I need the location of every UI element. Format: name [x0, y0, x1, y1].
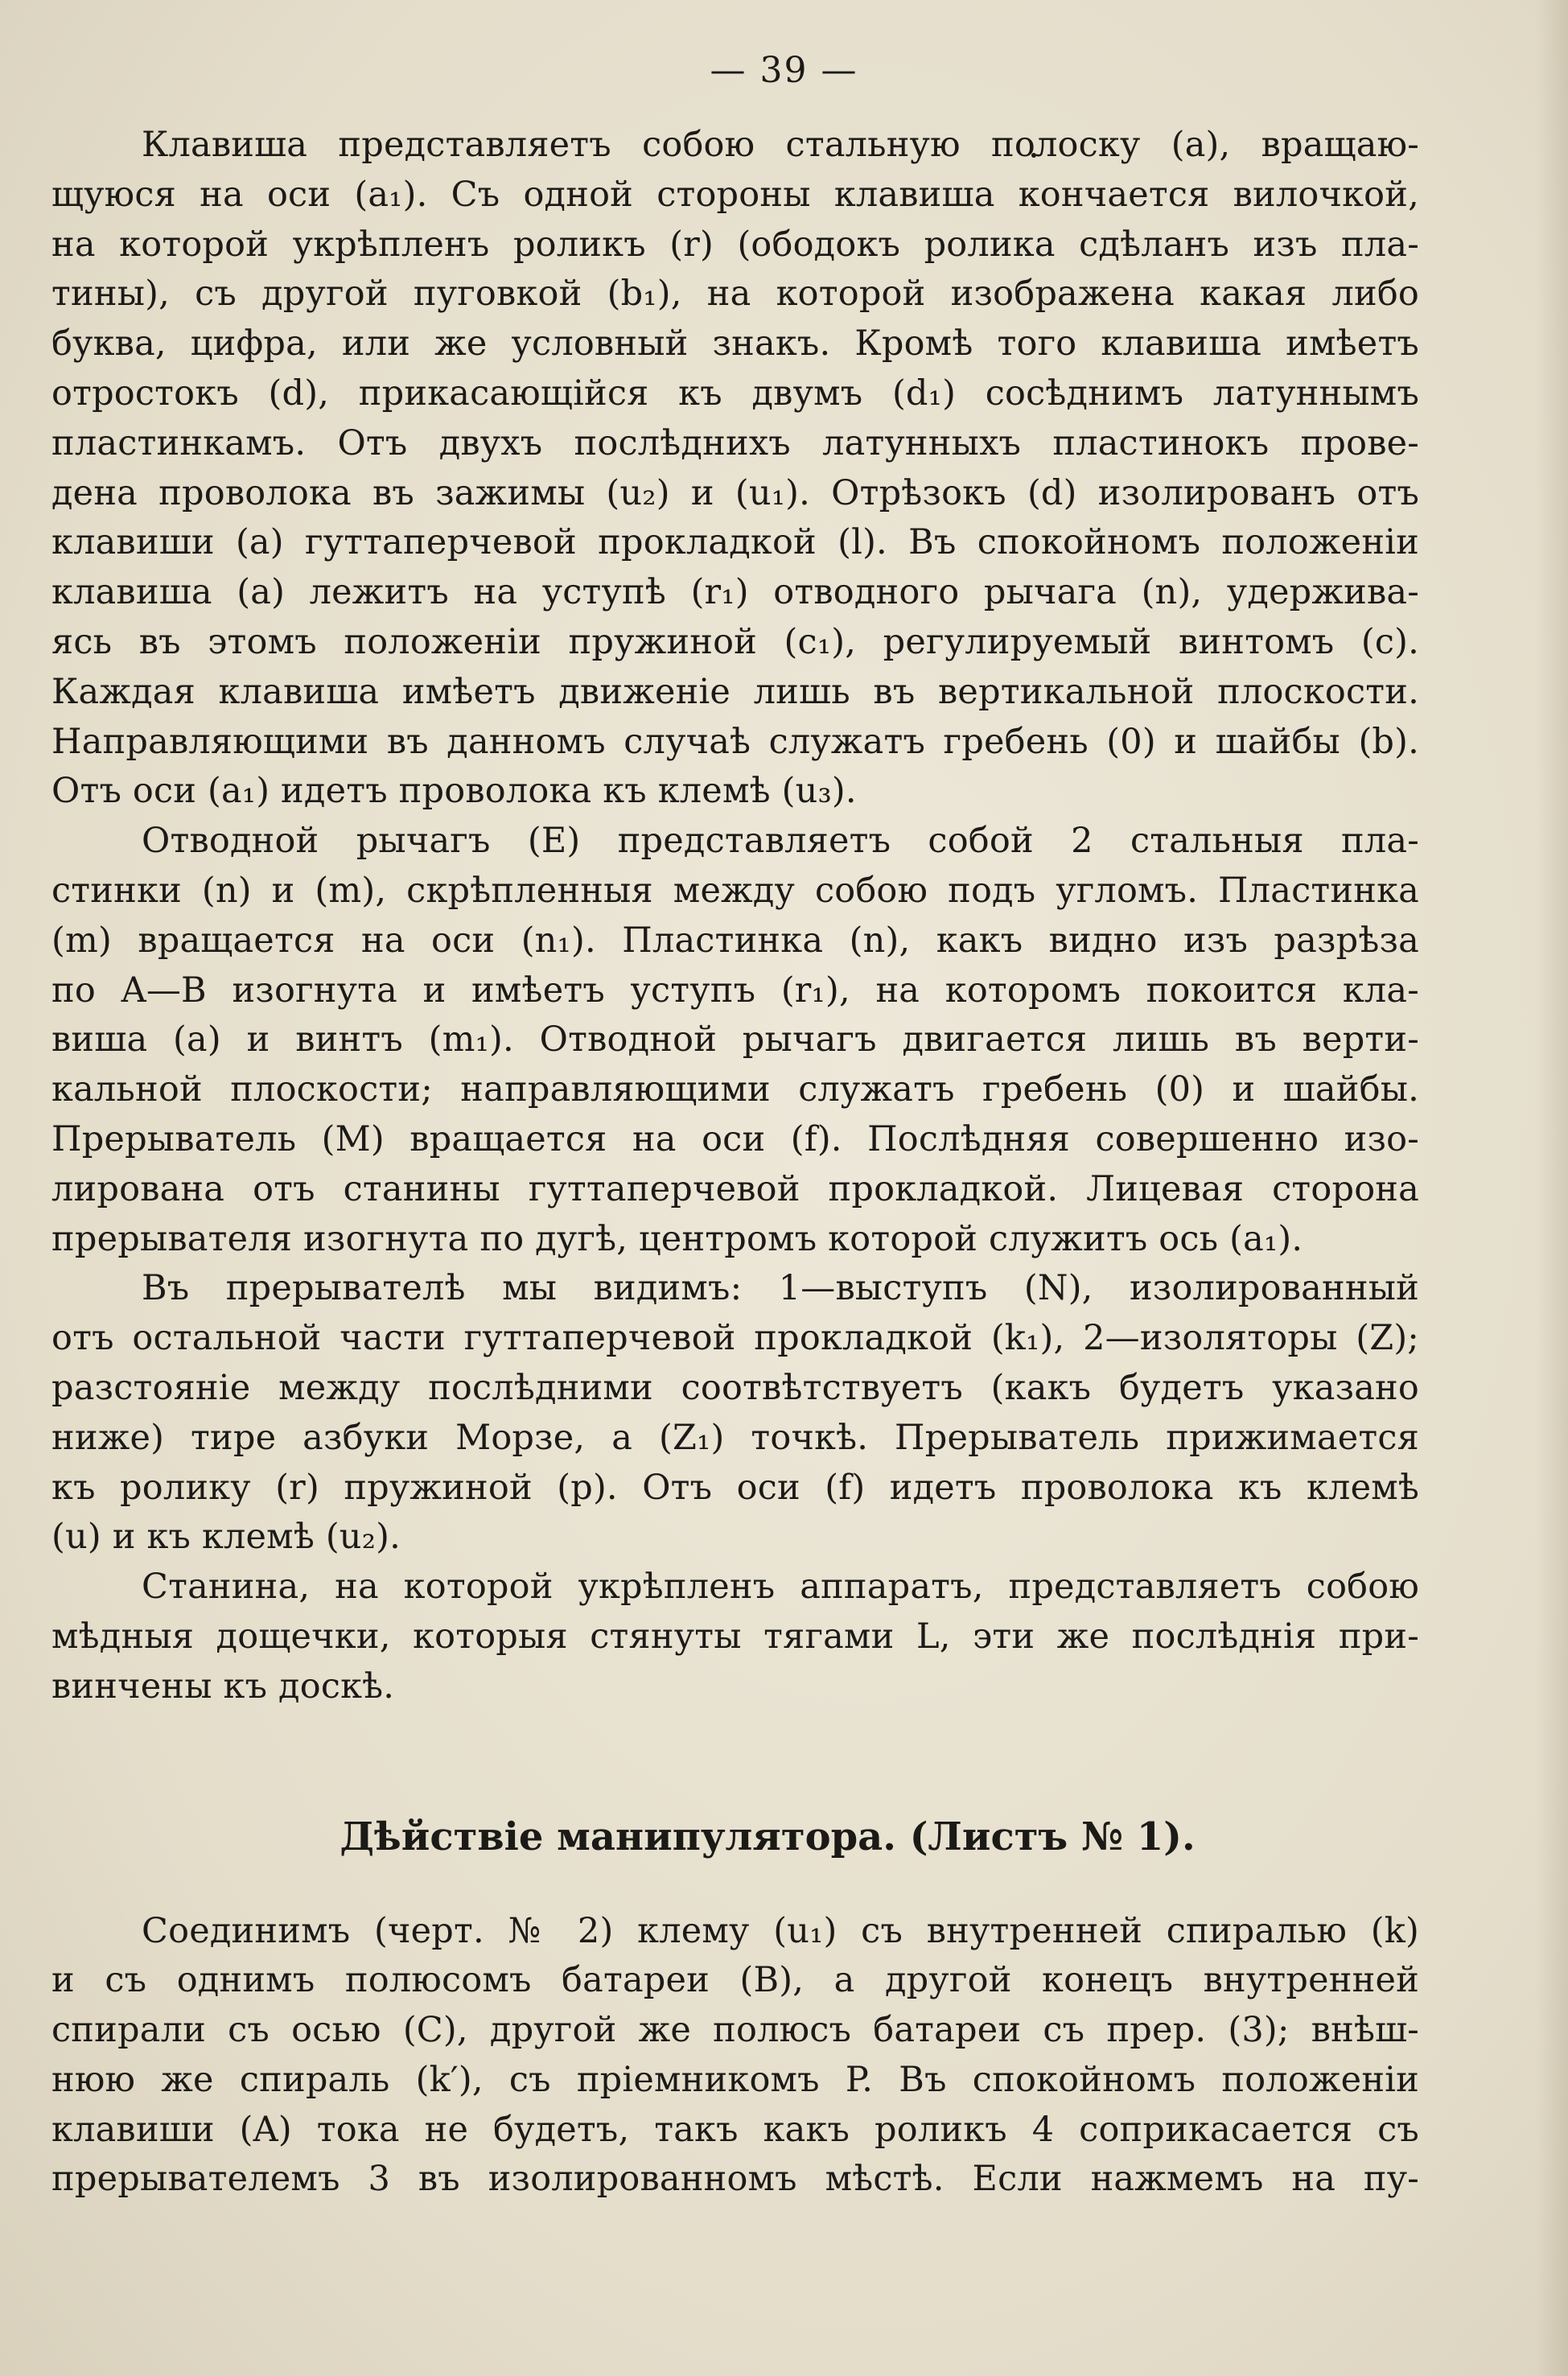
text-line: клавиши (a) гуттаперчевой прокладкой (l). Въ спокойномъ положеніи [51, 522, 1419, 563]
text-line: клавиша (a) лежитъ на уступѣ (r₁) отводного рычага (n), удержива- [51, 572, 1419, 613]
text-line: ниже) тире азбуки Морзе, а (Z₁) точкѣ. Прерыватель прижимается [51, 1417, 1419, 1458]
text-line: ясь въ этомъ положеніи пружиной (c₁), регулируемый винтомъ (c). [51, 621, 1419, 662]
page-number: — 39 — [710, 50, 858, 91]
text-line: и съ однимъ полюсомъ батареи (B), а другой конецъ внутренней [51, 1960, 1419, 2001]
text-line: пластинкамъ. Отъ двухъ послѣднихъ латунныхъ пластинокъ прове- [51, 422, 1419, 463]
text-line: дена проволока въ зажимы (u₂) и (u₁). Отрѣзокъ (d) изолированъ отъ [51, 472, 1419, 513]
text-line: Соединимъ (черт. № 2) клему (u₁) съ внутренней спиралью (k) [142, 1910, 1419, 1951]
text-line: винчены къ доскѣ. [51, 1666, 395, 1707]
text-line: отъ остальной части гуттаперчевой прокладкой (k₁), 2—изоляторы (Z); [51, 1318, 1419, 1359]
text-line: прерывателя изогнута по дугѣ, центромъ которой служитъ ось (a₁). [51, 1218, 1303, 1259]
paragraph-group-operation [51, 1907, 1419, 2205]
text-line: буква, цифра, или же условный знакъ. Кромѣ того клавиша имѣетъ [51, 323, 1419, 364]
text-line: Прерыватель (M) вращается на оси (f). Послѣдняя совершенно изо- [51, 1118, 1419, 1159]
text-line: Отъ оси (a₁) идетъ проволока къ клемѣ (u₃). [51, 771, 857, 812]
text-line: прерывателемъ 3 въ изолированномъ мѣстѣ. Если нажмемъ на пу- [51, 2159, 1419, 2200]
text-line: по A—B изогнута и имѣетъ уступъ (r₁), на которомъ покоится кла- [51, 970, 1419, 1011]
text-line: щуюся на оси (a₁). Съ одной стороны клавиша кончается вилочкой, [51, 174, 1419, 215]
text-line: кальной плоскости; направляющими служатъ гребень (0) и шайбы. [51, 1069, 1419, 1110]
text-line: Въ прерывателѣ мы видимъ: 1—выступъ (N), изолированный [142, 1268, 1419, 1309]
text-line: (u) и къ клемѣ (u₂). [51, 1517, 401, 1558]
text-line: лирована отъ станины гуттаперчевой прокладкой. Лицевая сторона [51, 1168, 1419, 1209]
text-line: на которой укрѣпленъ роликъ (r) (ободокъ ролика сдѣланъ изъ пла- [51, 224, 1419, 265]
text-line: отростокъ (d), прикасающійся къ двумъ (d₁) сосѣднимъ латуннымъ [51, 373, 1419, 414]
paragraph-group-description [51, 121, 1419, 1712]
text-line: Каждая клавиша имѣетъ движеніе лишь въ вертикальной плоскости. [51, 671, 1419, 712]
text-line: Отводной рычагъ (E) представляетъ собой 2 стальныя пла- [142, 821, 1419, 862]
text-line: спирали съ осью (C), другой же полюсъ батареи съ прер. (3); внѣш- [51, 2010, 1419, 2051]
text-line: къ ролику (r) пружиной (p). Отъ оси (f) идетъ проволока къ клемѣ [51, 1467, 1419, 1508]
text-line: тины), съ другой пуговкой (b₁), на которой изображена какая либо [51, 274, 1419, 315]
page-edge-shadow [1536, 0, 1568, 2376]
text-line: мѣдныя дощечки, которыя стянуты тягами L, эти же послѣднія при- [51, 1616, 1419, 1657]
text-line: Направляющими въ данномъ случаѣ служатъ гребень (0) и шайбы (b). [51, 721, 1419, 762]
body-text [51, 121, 1419, 2205]
text-line: Клавиша представляетъ собою стальную полоску (a), вращаю- [142, 125, 1419, 165]
text-line: Станина, на которой укрѣпленъ аппаратъ, представляетъ собою [142, 1567, 1419, 1608]
text-line: разстояніе между послѣдними соотвѣтствуетъ (какъ будетъ указано [51, 1367, 1419, 1408]
text-line: виша (a) и винтъ (m₁). Отводной рычагъ двигается лишь въ верти- [51, 1019, 1419, 1060]
text-line: стинки (n) и (m), скрѣпленныя между собою подъ угломъ. Пластинка [51, 870, 1419, 911]
section-heading: Дѣйствіе манипулятора. (Листъ № 1). [340, 1814, 1196, 1859]
text-line: нюю же спираль (k′), съ пріемникомъ P. Въ спокойномъ положеніи [51, 2059, 1419, 2100]
text-line: (m) вращается на оси (n₁). Пластинка (n), какъ видно изъ разрѣза [51, 920, 1419, 961]
text-line: клавиши (A) тока не будетъ, такъ какъ роликъ 4 соприкасается съ [51, 2109, 1419, 2150]
